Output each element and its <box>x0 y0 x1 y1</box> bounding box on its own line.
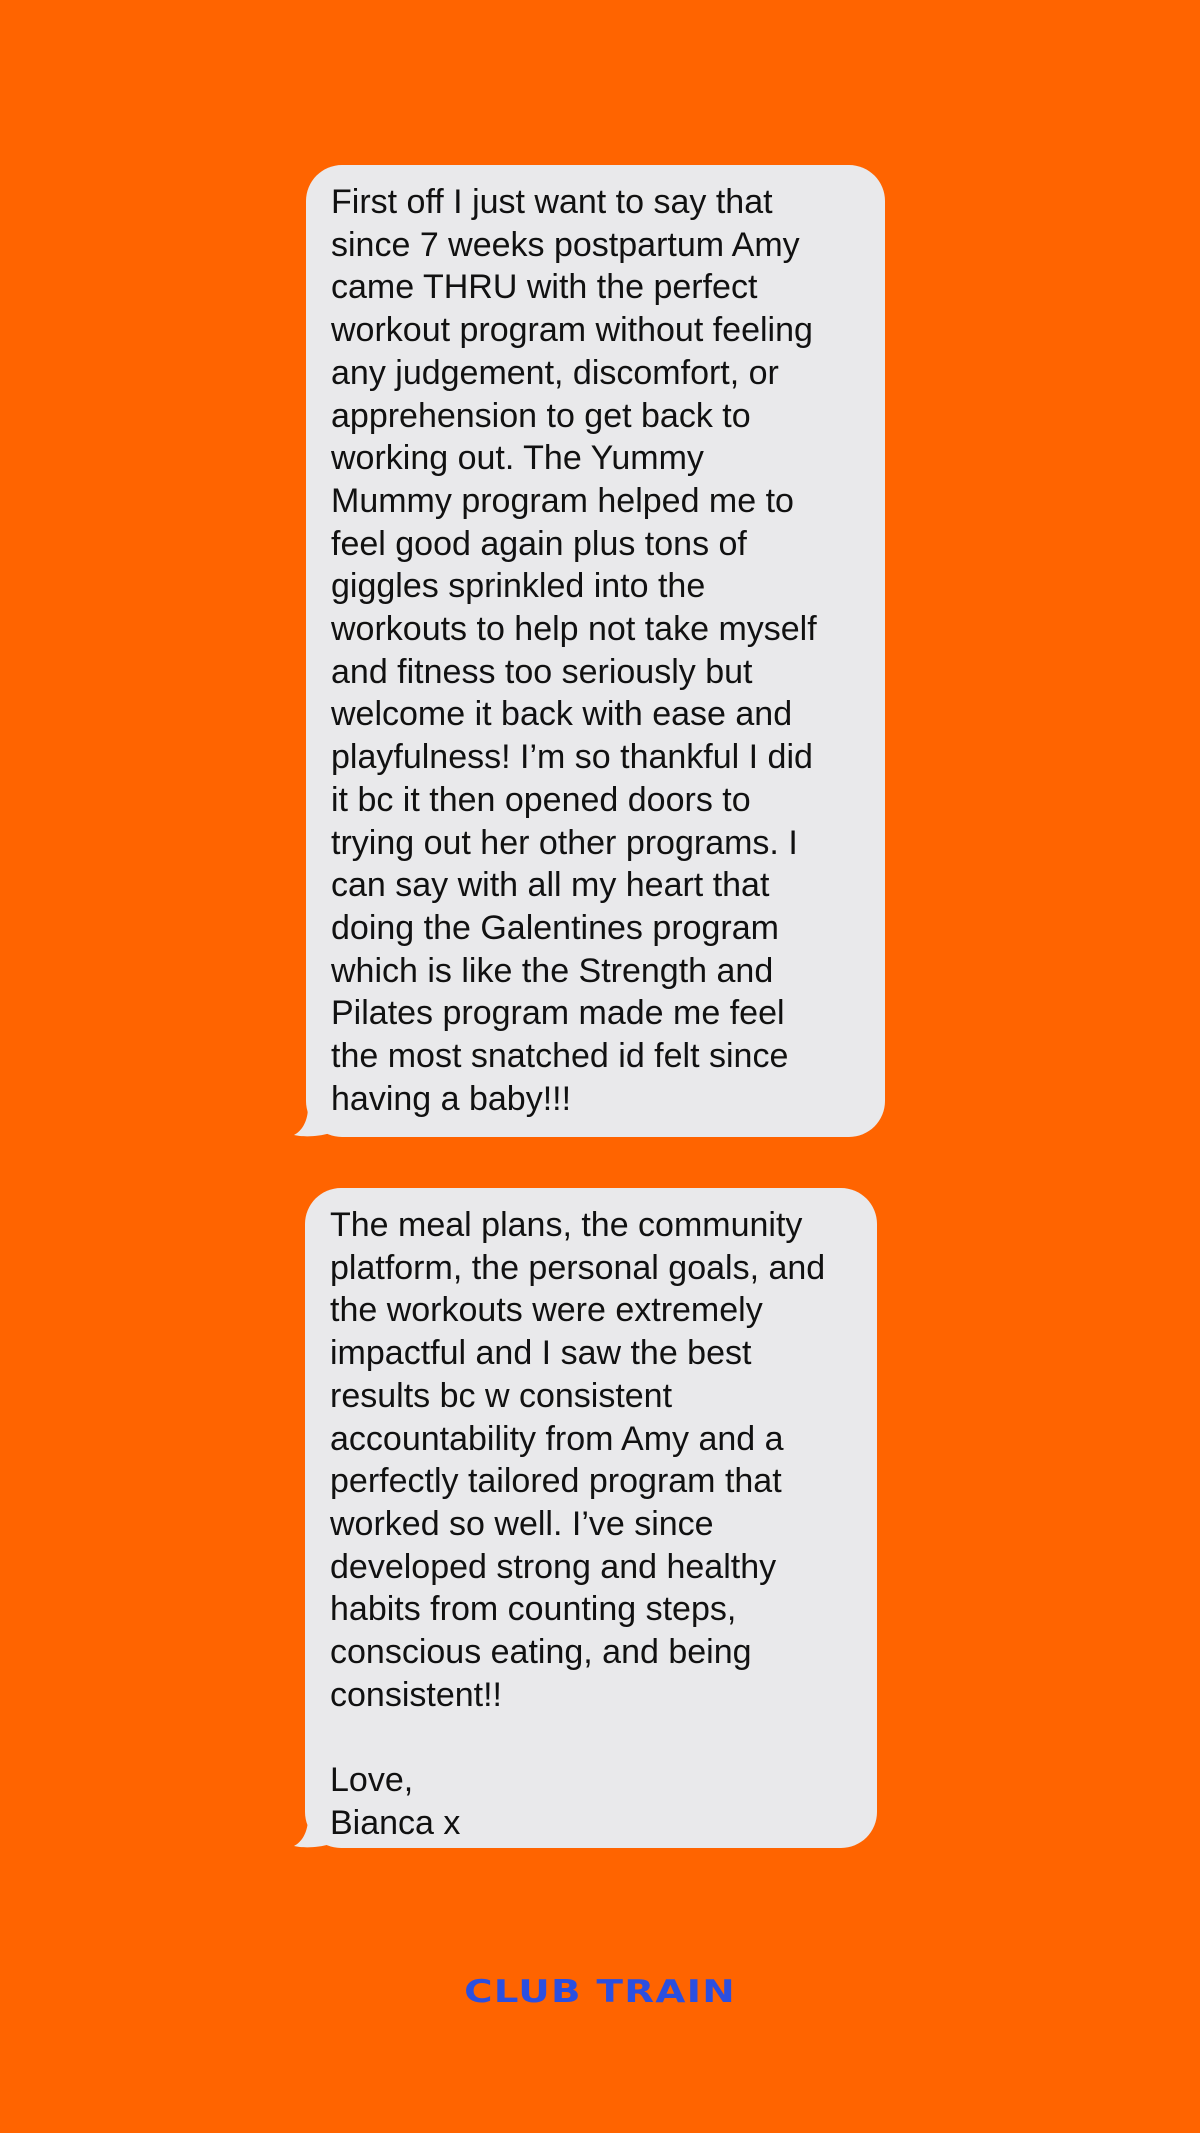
message-line: it bc it then opened doors to <box>331 780 751 819</box>
message-line: The meal plans, the community <box>330 1206 803 1244</box>
message-line: came THRU with the perfect <box>331 268 758 307</box>
message-line: accountability from Amy and a <box>330 1419 784 1458</box>
message-line: platform, the personal goals, and <box>330 1248 826 1287</box>
message-line: welcome it back with ease and <box>331 695 793 734</box>
message-line: feel good again plus tons of <box>331 524 747 563</box>
message-line: any judgement, discomfort, or <box>331 353 779 392</box>
brand-logo: CLUB TRAIN <box>464 1974 736 2010</box>
message-line: habits from counting steps, <box>330 1590 737 1629</box>
message-line: having a baby!!! <box>331 1079 572 1118</box>
message-line: the most snatched id felt since <box>331 1037 789 1076</box>
message-line: conscious eating, and being <box>330 1633 752 1672</box>
message-line: consistent!! <box>330 1675 502 1714</box>
message-line: worked so well. I’ve since <box>330 1504 714 1543</box>
message-line: doing the Galentines program <box>331 908 779 947</box>
message-line: results bc w consistent <box>330 1376 673 1415</box>
message-line: perfectly tailored program that <box>330 1462 782 1501</box>
bubble-tail-icon <box>294 1107 330 1137</box>
message-line: and fitness too seriously but <box>331 652 753 691</box>
message-bubble-2 <box>305 1188 877 1848</box>
message-signature: Bianca x <box>330 1803 461 1842</box>
message-line: since 7 weeks postpartum Amy <box>331 225 800 264</box>
message-line: workout program without feeling <box>331 311 813 350</box>
message-line: playfulness! I’m so thankful I did <box>331 738 813 777</box>
message-line: which is like the Strength and <box>331 951 774 990</box>
message-line: can say with all my heart that <box>331 866 770 905</box>
message-line: Mummy program helped me to <box>331 481 794 520</box>
message-line: apprehension to get back to <box>331 396 751 435</box>
paragraph-gap <box>330 1716 855 1759</box>
message-line: giggles sprinkled into the <box>331 567 706 606</box>
message-line: workouts to help not take myself <box>331 610 817 649</box>
message-line: Pilates program made me feel <box>331 994 785 1033</box>
message-line: impactful and I saw the best <box>330 1334 752 1373</box>
message-line: developed strong and healthy <box>330 1547 777 1586</box>
message-signoff: Love, <box>330 1761 414 1800</box>
message-bubble-1 <box>306 165 885 1137</box>
message-line: First off I just want to say that <box>331 183 773 221</box>
message-line: working out. The Yummy <box>331 439 704 478</box>
message-line: trying out her other programs. I <box>331 823 798 862</box>
bubble-tail-icon <box>294 1818 330 1848</box>
message-line: the workouts were extremely <box>330 1291 763 1330</box>
